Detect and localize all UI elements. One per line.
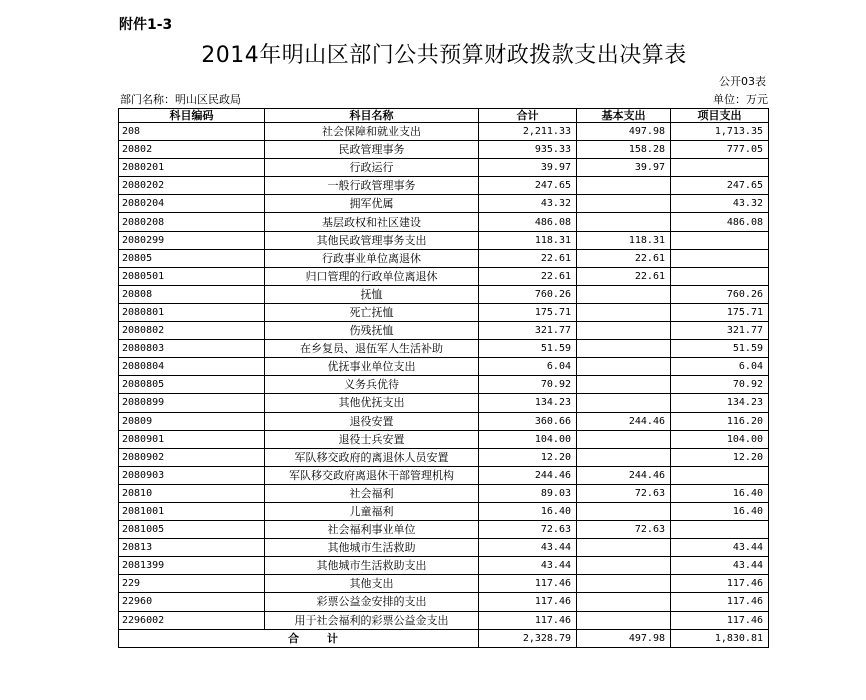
table-row <box>119 303 769 321</box>
row-code: 2080299 <box>119 231 265 249</box>
row-total: 117.46 <box>479 611 577 629</box>
table-row <box>119 195 769 213</box>
row-code: 2080202 <box>119 177 265 195</box>
row-basic: 22.61 <box>577 267 671 285</box>
row-name: 社会福利事业单位 <box>265 521 479 539</box>
row-name: 伤残抚恤 <box>265 322 479 340</box>
row-project: 760.26 <box>671 285 769 303</box>
row-project: 1,713.35 <box>671 123 769 141</box>
row-total: 12.20 <box>479 448 577 466</box>
row-total: 486.08 <box>479 213 577 231</box>
row-basic: 39.97 <box>577 159 671 177</box>
row-name: 民政管理事务 <box>265 141 479 159</box>
row-basic: 244.46 <box>577 466 671 484</box>
row-code: 20810 <box>119 484 265 502</box>
row-total: 117.46 <box>479 575 577 593</box>
row-code: 2080803 <box>119 340 265 358</box>
row-project <box>671 267 769 285</box>
row-code: 2080902 <box>119 448 265 466</box>
row-name: 其他城市生活救助 <box>265 539 479 557</box>
row-project: 6.04 <box>671 358 769 376</box>
row-total: 39.97 <box>479 159 577 177</box>
header-total: 合计 <box>479 109 577 123</box>
row-total: 51.59 <box>479 340 577 358</box>
table-row <box>119 448 769 466</box>
table-row <box>119 557 769 575</box>
form-number: 公开03表 <box>719 75 766 88</box>
row-project: 12.20 <box>671 448 769 466</box>
row-name: 行政运行 <box>265 159 479 177</box>
row-code: 2080805 <box>119 376 265 394</box>
row-name: 儿童福利 <box>265 502 479 520</box>
row-name: 义务兵优待 <box>265 376 479 394</box>
row-basic <box>577 322 671 340</box>
row-project: 777.05 <box>671 141 769 159</box>
table-row <box>119 611 769 629</box>
row-total: 247.65 <box>479 177 577 195</box>
table-row <box>119 267 769 285</box>
row-code: 20805 <box>119 249 265 267</box>
row-project: 117.46 <box>671 611 769 629</box>
row-total: 104.00 <box>479 430 577 448</box>
table-row <box>119 412 769 430</box>
table-row <box>119 575 769 593</box>
row-basic: 158.28 <box>577 141 671 159</box>
row-basic <box>577 376 671 394</box>
table-row <box>119 322 769 340</box>
row-code: 22960 <box>119 593 265 611</box>
page-title: 2014年明山区部门公共预算财政拨款支出决算表 <box>201 43 687 68</box>
row-code: 2080501 <box>119 267 265 285</box>
row-total: 43.44 <box>479 557 577 575</box>
row-project: 117.46 <box>671 593 769 611</box>
table-row <box>119 177 769 195</box>
row-name: 退役安置 <box>265 412 479 430</box>
header-code: 科目编码 <box>119 109 265 123</box>
row-name: 用于社会福利的彩票公益金支出 <box>265 611 479 629</box>
row-basic <box>577 430 671 448</box>
table-row <box>119 340 769 358</box>
row-project: 51.59 <box>671 340 769 358</box>
row-project: 247.65 <box>671 177 769 195</box>
table-row <box>119 502 769 520</box>
row-total: 118.31 <box>479 231 577 249</box>
row-name: 拥军优属 <box>265 195 479 213</box>
row-name: 在乡复员、退伍军人生活补助 <box>265 340 479 358</box>
row-project: 43.44 <box>671 557 769 575</box>
header-name: 科目名称 <box>265 109 479 123</box>
row-total: 244.46 <box>479 466 577 484</box>
row-basic <box>577 575 671 593</box>
row-code: 2081001 <box>119 502 265 520</box>
row-project <box>671 249 769 267</box>
total-amount: 2,328.79 <box>479 629 577 647</box>
row-project <box>671 159 769 177</box>
row-name: 其他优抚支出 <box>265 394 479 412</box>
row-code: 2081005 <box>119 521 265 539</box>
row-total: 6.04 <box>479 358 577 376</box>
row-name: 社会保障和就业支出 <box>265 123 479 141</box>
row-code: 20813 <box>119 539 265 557</box>
row-project: 43.32 <box>671 195 769 213</box>
total-row <box>119 629 769 647</box>
row-project: 175.71 <box>671 303 769 321</box>
row-basic <box>577 340 671 358</box>
table-row <box>119 376 769 394</box>
row-basic <box>577 593 671 611</box>
row-code: 2080204 <box>119 195 265 213</box>
row-code: 2080899 <box>119 394 265 412</box>
row-total: 16.40 <box>479 502 577 520</box>
row-basic <box>577 358 671 376</box>
row-project: 16.40 <box>671 502 769 520</box>
row-project: 70.92 <box>671 376 769 394</box>
header-project: 项目支出 <box>671 109 769 123</box>
row-basic <box>577 285 671 303</box>
table-row <box>119 123 769 141</box>
row-code: 20808 <box>119 285 265 303</box>
table-header-row <box>119 109 769 123</box>
table-row <box>119 394 769 412</box>
row-basic <box>577 303 671 321</box>
row-basic <box>577 177 671 195</box>
row-code: 229 <box>119 575 265 593</box>
table-row <box>119 213 769 231</box>
row-name: 其他城市生活救助支出 <box>265 557 479 575</box>
row-total: 117.46 <box>479 593 577 611</box>
row-basic: 22.61 <box>577 249 671 267</box>
row-total: 175.71 <box>479 303 577 321</box>
total-project: 1,830.81 <box>671 629 769 647</box>
table-row <box>119 249 769 267</box>
row-project: 321.77 <box>671 322 769 340</box>
row-basic: 497.98 <box>577 123 671 141</box>
row-name: 社会福利 <box>265 484 479 502</box>
row-basic <box>577 213 671 231</box>
row-basic: 72.63 <box>577 521 671 539</box>
row-project <box>671 521 769 539</box>
row-basic <box>577 611 671 629</box>
row-code: 2080903 <box>119 466 265 484</box>
row-code: 2080801 <box>119 303 265 321</box>
header-basic: 基本支出 <box>577 109 671 123</box>
table-row <box>119 521 769 539</box>
table-row <box>119 466 769 484</box>
row-name: 其他民政管理事务支出 <box>265 231 479 249</box>
row-basic: 72.63 <box>577 484 671 502</box>
expenditure-table <box>118 108 769 648</box>
row-code: 2080201 <box>119 159 265 177</box>
row-project: 117.46 <box>671 575 769 593</box>
table-row <box>119 141 769 159</box>
row-basic: 118.31 <box>577 231 671 249</box>
table-row <box>119 231 769 249</box>
row-total: 134.23 <box>479 394 577 412</box>
row-basic <box>577 502 671 520</box>
row-total: 22.61 <box>479 249 577 267</box>
row-project: 486.08 <box>671 213 769 231</box>
table-body <box>119 123 769 648</box>
table-row <box>119 593 769 611</box>
row-basic <box>577 195 671 213</box>
row-name: 行政事业单位离退休 <box>265 249 479 267</box>
row-basic <box>577 448 671 466</box>
table-row <box>119 159 769 177</box>
row-code: 20802 <box>119 141 265 159</box>
row-basic <box>577 557 671 575</box>
department-name: 部门名称：明山区民政局 <box>120 93 241 106</box>
row-name: 军队移交政府的离退休人员安置 <box>265 448 479 466</box>
row-code: 2080208 <box>119 213 265 231</box>
row-name: 优抚事业单位支出 <box>265 358 479 376</box>
table-row <box>119 430 769 448</box>
table-row <box>119 358 769 376</box>
table-row <box>119 285 769 303</box>
row-project: 134.23 <box>671 394 769 412</box>
row-total: 360.66 <box>479 412 577 430</box>
row-project <box>671 231 769 249</box>
row-name: 死亡抚恤 <box>265 303 479 321</box>
row-code: 2080901 <box>119 430 265 448</box>
row-total: 70.92 <box>479 376 577 394</box>
row-name: 彩票公益金安排的支出 <box>265 593 479 611</box>
row-project: 16.40 <box>671 484 769 502</box>
row-total: 321.77 <box>479 322 577 340</box>
row-code: 2081399 <box>119 557 265 575</box>
row-project: 43.44 <box>671 539 769 557</box>
row-total: 43.32 <box>479 195 577 213</box>
row-total: 89.03 <box>479 484 577 502</box>
row-name: 其他支出 <box>265 575 479 593</box>
row-name: 基层政权和社区建设 <box>265 213 479 231</box>
unit-label: 单位：万元 <box>713 93 768 106</box>
row-name: 一般行政管理事务 <box>265 177 479 195</box>
row-total: 935.33 <box>479 141 577 159</box>
table-row <box>119 484 769 502</box>
row-name: 退役士兵安置 <box>265 430 479 448</box>
row-total: 760.26 <box>479 285 577 303</box>
row-basic <box>577 539 671 557</box>
row-project: 104.00 <box>671 430 769 448</box>
row-project <box>671 466 769 484</box>
table-row <box>119 539 769 557</box>
row-total: 72.63 <box>479 521 577 539</box>
row-basic: 244.46 <box>577 412 671 430</box>
row-code: 2296002 <box>119 611 265 629</box>
row-total: 43.44 <box>479 539 577 557</box>
row-code: 2080802 <box>119 322 265 340</box>
row-total: 2,211.33 <box>479 123 577 141</box>
row-project: 116.20 <box>671 412 769 430</box>
row-name: 军队移交政府离退休干部管理机构 <box>265 466 479 484</box>
total-label: 合计 <box>119 629 479 647</box>
row-code: 20809 <box>119 412 265 430</box>
row-total: 22.61 <box>479 267 577 285</box>
row-code: 208 <box>119 123 265 141</box>
row-name: 抚恤 <box>265 285 479 303</box>
row-basic <box>577 394 671 412</box>
row-code: 2080804 <box>119 358 265 376</box>
total-basic: 497.98 <box>577 629 671 647</box>
attachment-label: 附件1-3 <box>119 17 173 33</box>
row-name: 归口管理的行政单位离退休 <box>265 267 479 285</box>
